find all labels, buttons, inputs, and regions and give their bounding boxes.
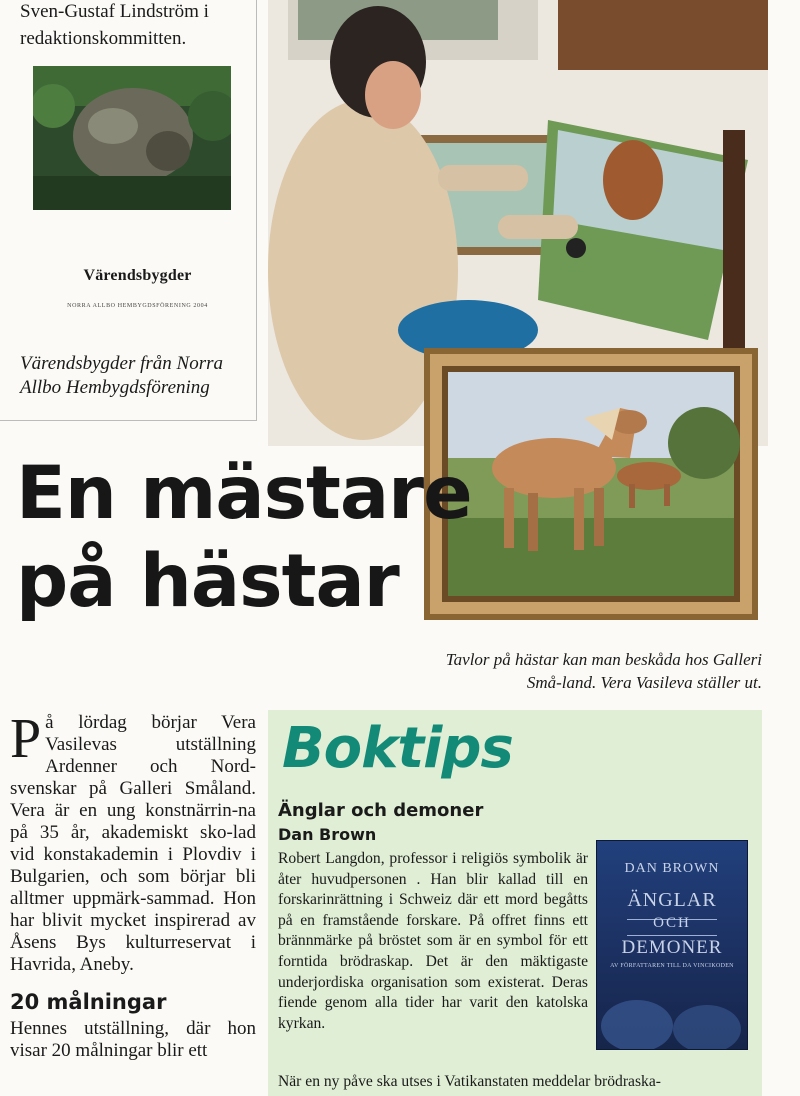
boktips-box — [268, 710, 762, 1096]
article — [10, 708, 256, 1062]
cover-title: Värendsbygder — [83, 267, 192, 284]
top-caption — [20, 0, 252, 50]
headline-line1: En mästare — [16, 451, 472, 536]
cover-caption: Värendsbygder från Norra Allbo Hembygdsförening — [20, 353, 224, 398]
cover-photo — [33, 66, 231, 210]
headline-line2: på hästar — [16, 539, 399, 624]
headline — [16, 450, 486, 626]
cover-title-1: ÄNGLAR — [627, 889, 717, 911]
boktips-title: Boktips — [282, 716, 513, 781]
cover-author: DAN BROWN — [624, 861, 720, 876]
top-caption-line1: Sven-Gustaf Lindström i — [20, 1, 209, 22]
dropcap: P — [10, 708, 42, 770]
cover-subtitle: NORRA ALLBO HEMBYGDSFÖRENING 2004 — [67, 303, 208, 309]
cover-tagline: AV FÖRFATTAREN TILL DA VINCIKODEN — [610, 963, 734, 969]
forest-stone-image — [33, 66, 231, 210]
article-text: å lördag börjar Vera Vasilevas utställning Ardenner och Nord-svenskar på Galleri Småland. Vera är en ung konstnärrin-na på 35 år, akademiskt sko-lad vid konstakademin i Plovdiv i Bulgarien, och som börjar bli alltmer uppmärk-sammad. Hon har blivit mycket inspirerad av Åsens Bys kulturreservat i Havrida, Aneby. — [10, 712, 256, 975]
cover-title-3: DEMONER — [621, 937, 723, 958]
article-body — [10, 708, 256, 976]
painting-caption: Tavlor på hästar kan man beskåda hos Galleri Små-land. Vera Vasileva ställer ut. — [445, 650, 762, 692]
cover-title-2: OCH — [653, 915, 691, 931]
book-title: Änglar och demoner — [278, 800, 484, 821]
article-body-2: Hennes utställning, där hon visar 20 målningar blir ett — [10, 1018, 256, 1061]
novel-cover — [596, 840, 748, 1050]
book-author: Dan Brown — [278, 825, 377, 844]
book-review-continued: När en ny påve ska utses i Vatikanstaten meddelar brödraska- — [278, 1073, 661, 1090]
book-review: Robert Langdon, professor i religiös symbolik är åter huvudpersonen . Han blir kallad till en forskarinrättning i Schweiz där ett mord begåtts på en framstående forskare. På offret finns ett brännmärke på bröstet som är en symbol för ett forntida brödraskap. Det är den mäktigaste underjordiska organisation som existerat. Deras fiende genom alla tider har varit den katolska kyrkan. — [278, 850, 588, 1032]
article-subhead: 20 målningar — [10, 990, 167, 1014]
top-caption-line2: redaktionskommitten. — [20, 28, 187, 49]
